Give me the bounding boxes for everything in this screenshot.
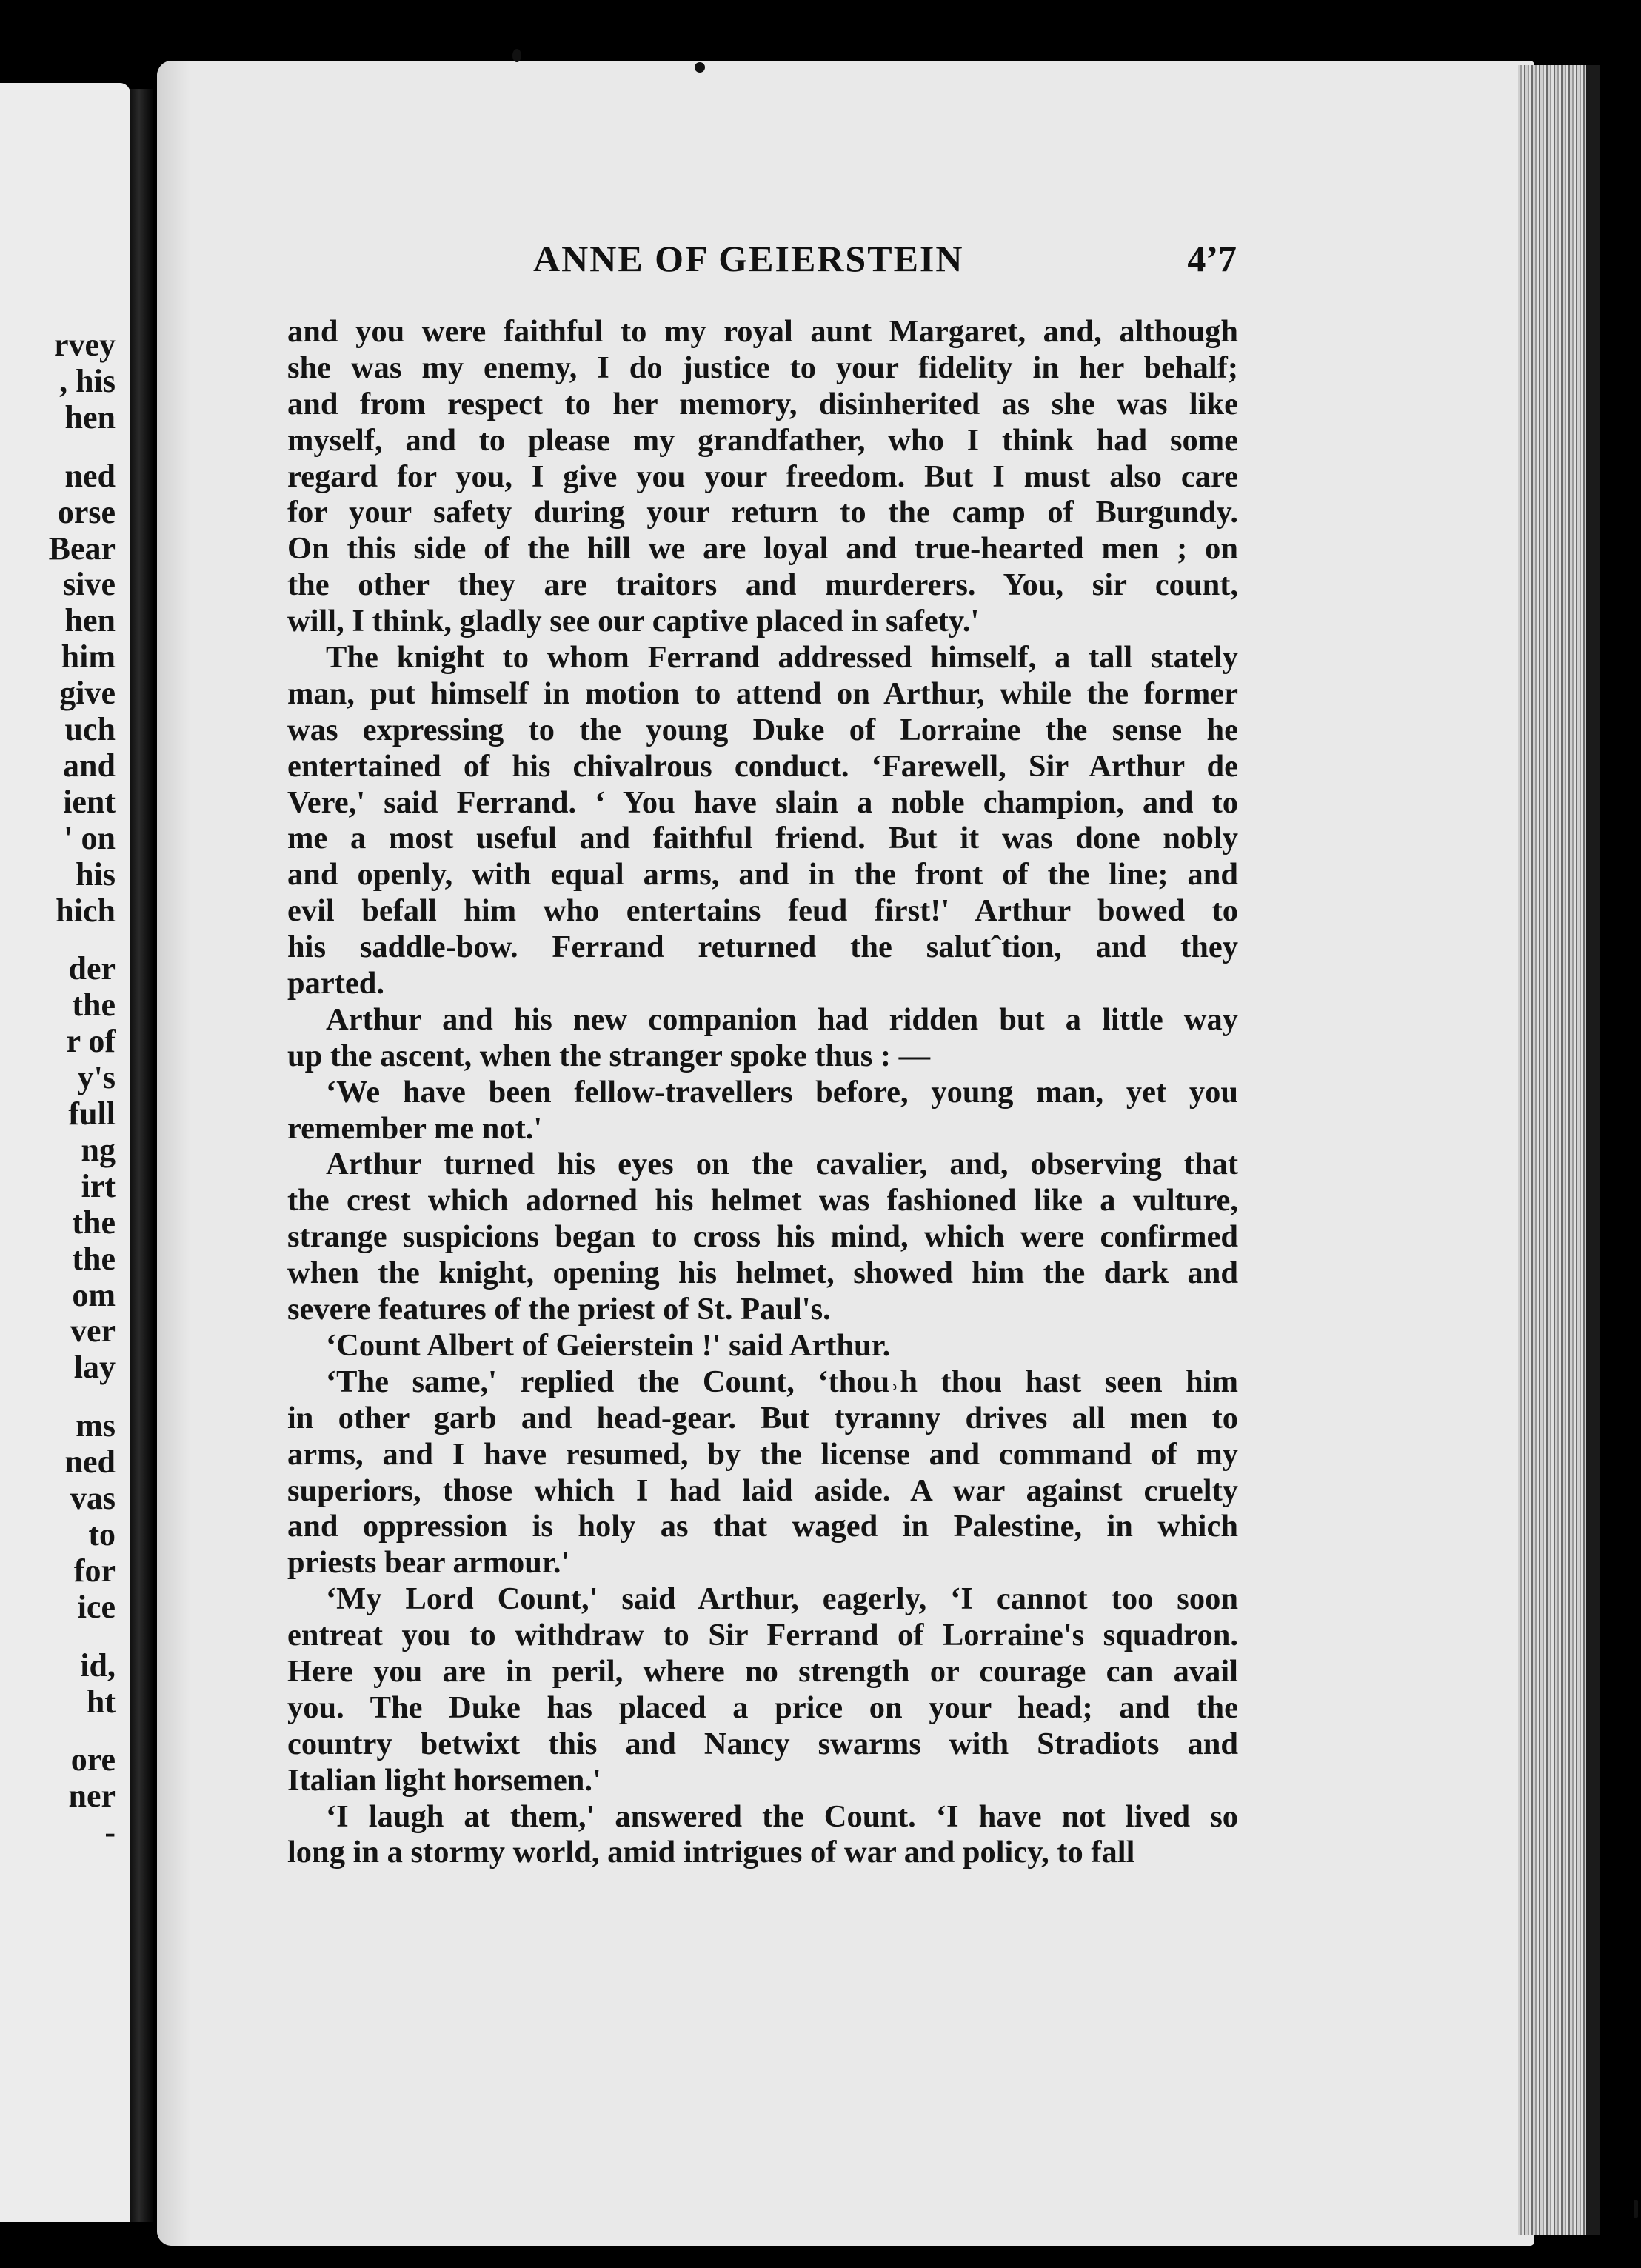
- left-page-text-fragment: ht: [86, 1683, 116, 1720]
- text-line: will, I think, gladly see our captive placed in safety.': [287, 604, 980, 639]
- text-line: the crest which adorned his helmet was fashioned like a vulture,: [287, 1183, 1238, 1218]
- left-page-text-fragment: give: [59, 675, 116, 712]
- text-line: Arthur and his new companion had ridden but a little way: [326, 1001, 1238, 1037]
- page-header: [289, 237, 1237, 289]
- text-line: ‘The same,' replied the Count, ‘thou˒h thou hast seen him: [326, 1364, 1238, 1399]
- left-page-text-fragment: rvey: [53, 327, 116, 363]
- left-page-text-fragment: ice: [77, 1588, 116, 1625]
- body-text: [287, 314, 1238, 1871]
- left-page-text-fragment: Bear: [48, 530, 116, 567]
- left-page-text-fragment: lay: [73, 1349, 116, 1386]
- text-line: ‘We have been fellow-travellers before, young man, yet you: [326, 1074, 1238, 1110]
- text-line: Here you are in peril, where no strength or courage can avail: [287, 1653, 1238, 1689]
- left-page-text-fragment: ned: [64, 457, 116, 494]
- left-page-text-fragment: sive: [63, 566, 116, 603]
- text-line: severe features of the priest of St. Paul's.: [287, 1292, 831, 1327]
- text-line: priests bear armour.': [287, 1545, 570, 1581]
- page-number: 4ʼ7: [1187, 238, 1237, 279]
- left-page-text-fragment: der: [68, 950, 116, 987]
- text-line: ‘Count Albert of Geierstein !' said Arthur.: [326, 1327, 891, 1363]
- text-line: parted.: [287, 966, 385, 1001]
- text-line: for your safety during your return to the camp of Burgundy.: [287, 495, 1238, 530]
- text-line: man, put himself in motion to attend on Arthur, while the former: [287, 676, 1238, 711]
- text-line: country betwixt this and Nancy swarms with Stradiots and: [287, 1726, 1238, 1761]
- text-line: Italian light horsemen.': [287, 1762, 601, 1798]
- left-page-text-fragment: uch: [64, 711, 116, 747]
- text-line: evil befall him who entertains feud first!' Arthur bowed to: [287, 893, 1238, 929]
- left-page-text-fragment: -: [104, 1814, 116, 1851]
- left-page-fragment: [0, 83, 130, 2222]
- left-page-text-fragment: , his: [59, 362, 116, 399]
- left-page-text-fragment: for: [73, 1552, 116, 1589]
- left-page-text-fragment: ned: [64, 1444, 116, 1481]
- text-line: up the ascent, when the stranger spoke thus : —: [287, 1038, 931, 1073]
- text-line: when the knight, opening his helmet, showed him the dark and: [287, 1255, 1238, 1291]
- text-line: his saddle-bow. Ferrand returned the salutˆtion, and they: [287, 930, 1238, 965]
- text-line: remember me not.': [287, 1110, 543, 1146]
- left-page-text-fragment: to: [88, 1515, 116, 1552]
- text-line: Vere,' said Ferrand. ‘ You have slain a noble champion, and to: [287, 784, 1238, 820]
- left-page-text-fragment: hen: [64, 602, 116, 639]
- text-line: the other they are traitors and murderers. You, sir count,: [287, 567, 1238, 603]
- text-line: and from respect to her memory, disinherited as she was like: [287, 386, 1238, 421]
- left-page-text-fragment: om: [72, 1276, 116, 1313]
- text-line: entertained of his chivalrous conduct. ‘Farewell, Sir Arthur de: [287, 748, 1238, 784]
- left-page-text-fragment: him: [61, 638, 116, 676]
- left-page-text-fragment: the: [72, 987, 116, 1024]
- text-line: in other garb and head-gear. But tyranny drives all men to: [287, 1400, 1238, 1435]
- text-line: Arthur turned his eyes on the cavalier, and, observing that: [326, 1147, 1238, 1182]
- text-line: strange suspicions began to cross his mind, which were confirmed: [287, 1219, 1238, 1255]
- text-line: and you were faithful to my royal aunt Margaret, and, although: [287, 314, 1238, 349]
- left-page-text-fragment: id,: [80, 1647, 116, 1684]
- text-line: she was my enemy, I do justice to your fidelity in her behalf;: [287, 350, 1238, 385]
- left-page-text-fragment: ng: [81, 1131, 116, 1168]
- text-line: was expressing to the young Duke of Lorraine the sense he: [287, 712, 1238, 747]
- left-page-text-fragment: hen: [64, 398, 116, 436]
- text-line: On this side of the hill we are loyal and true-hearted men ; on: [287, 531, 1238, 567]
- running-title: ANNE OF GEIERSTEIN: [533, 238, 964, 279]
- text-line: and oppression is holy as that waged in Palestine, in which: [287, 1509, 1238, 1544]
- ink-speck: [512, 49, 521, 62]
- text-line: you. The Duke has placed a price on your head; and the: [287, 1690, 1238, 1725]
- text-line: me a most useful and faithful friend. But it was done nobly: [287, 821, 1238, 856]
- left-page-text-fragment: the: [72, 1240, 116, 1277]
- left-page-text-fragment: ms: [76, 1407, 116, 1444]
- text-line: ‘I laugh at them,' answered the Count. ‘I have not lived so: [326, 1798, 1238, 1834]
- left-page-text-fragment: y's: [77, 1059, 116, 1096]
- page-edges: [1518, 65, 1600, 2235]
- left-page-text-fragment: ient: [63, 783, 116, 820]
- left-page-text-fragment: irt: [81, 1167, 116, 1204]
- text-line: ‘My Lord Count,' said Arthur, eagerly, ‘I cannot too soon: [326, 1581, 1238, 1617]
- ink-speck: [695, 62, 705, 73]
- text-line: myself, and to please my grandfather, who I think had some: [287, 422, 1238, 458]
- left-page-text-fragment: hich: [56, 892, 116, 929]
- text-line: long in a stormy world, amid intrigues of war and policy, to fall: [287, 1835, 1135, 1870]
- left-page-text-fragment: his: [76, 855, 116, 893]
- left-page-text-fragment: r of: [66, 1023, 116, 1060]
- text-line: The knight to whom Ferrand addressed himself, a tall stately: [326, 640, 1238, 676]
- text-line: regard for you, I give you your freedom. But I must also care: [287, 458, 1238, 494]
- text-line: entreat you to withdraw to Sir Ferrand of Lorraine's squadron.: [287, 1618, 1238, 1653]
- left-page-text-fragment: ' on: [64, 819, 116, 856]
- text-line: and openly, with equal arms, and in the front of the line; and: [287, 857, 1238, 893]
- left-page-text-fragment: ore: [70, 1741, 116, 1778]
- left-page-text-fragment: and: [63, 747, 116, 784]
- left-page-text-fragment: ner: [68, 1778, 116, 1815]
- ink-speck: [1634, 2200, 1638, 2218]
- left-page-text-fragment: orse: [57, 493, 116, 530]
- text-line: arms, and I have resumed, by the license and command of my: [287, 1436, 1238, 1472]
- left-page-text-fragment: full: [68, 1095, 116, 1132]
- book-gutter: [130, 89, 153, 2222]
- text-line: superiors, those which I had laid aside. A war against cruelty: [287, 1472, 1238, 1508]
- left-page-text-fragment: ver: [70, 1313, 116, 1350]
- left-page-text-fragment: vas: [70, 1480, 116, 1516]
- left-page-text-fragment: the: [72, 1204, 116, 1241]
